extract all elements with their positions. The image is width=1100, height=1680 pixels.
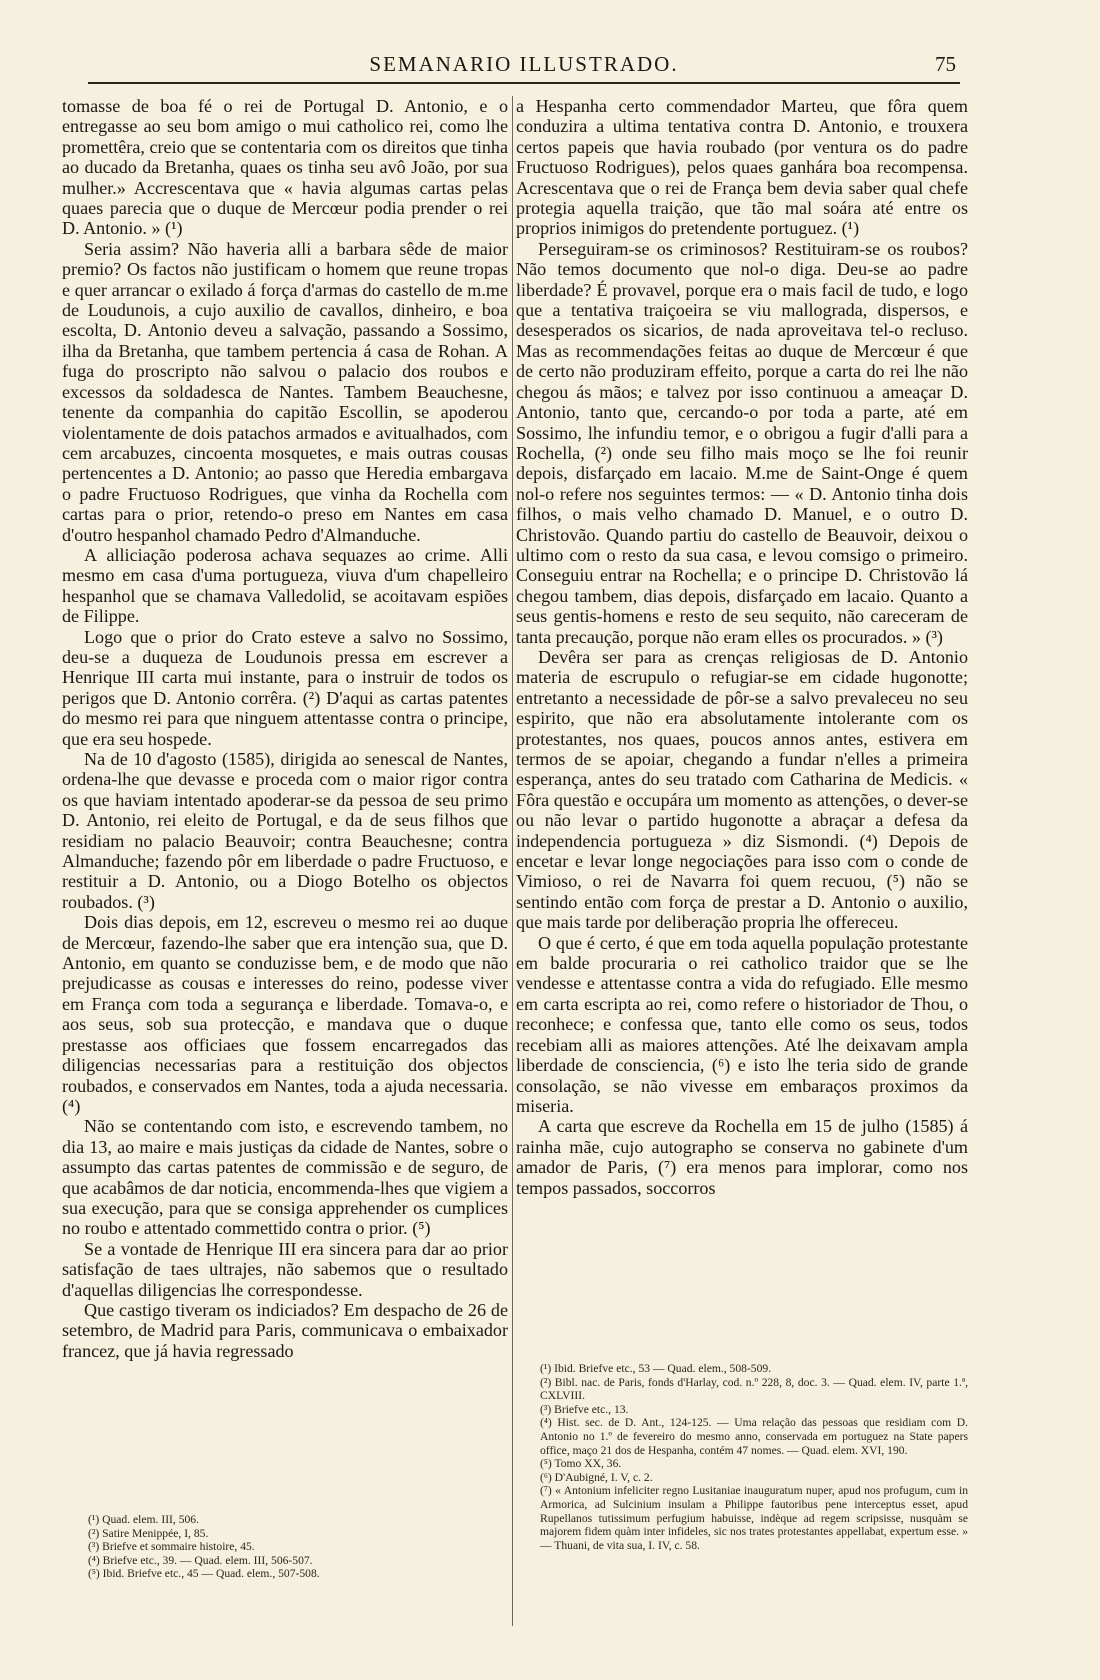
left-column <box>62 96 508 1361</box>
paragraph: Devêra ser para as crenças religiosas de D. Antonio materia de escrupulo o refugiar-se em cidade hugonotte; entretanto a necessidade de pôr-se a salvo prevaleceu no seu espirito, que não era absolutamente intolerante com os protestantes, nos quaes, poucos annos antes, estivera em termos de se apoiar, chegando a fundar n'elles a primeira esperança, antes do seu tratado com Catharina de Medicis. « Fôra questão e occupára um momento as attenções, o dever-se ou não levar o partido hugonotte a abraçar a defesa da independencia portugueza » diz Sismondi. (⁴) Depois de encetar e levar longe negociações para isso com o conde de Vimioso, o rei de Navarra foi quem recuou, (⁵) não se sentindo então com força de prestar a D. Antonio o auxilio, que mais tarde por deliberação propria lhe offereceu. <box>516 646 968 933</box>
footnote: (¹) Quad. elem. III, 506. <box>88 1513 200 1526</box>
paragraph: A alliciação poderosa achava sequazes ao crime. Alli mesmo em casa d'uma portugueza, viuva d'um chapelleiro hespanhol que se chamava Valledolid, se acoitavam espiões de Filippe. <box>62 544 508 627</box>
right-column <box>516 96 968 1198</box>
page-title: SEMANARIO ILLUSTRADO. <box>369 52 679 76</box>
paragraph: Seria assim? Não haveria alli a barbara sêde de maior premio? Os factos não justificam o homem que reune tropas e quer arrancar o exilado á força d'armas do castello de m.me de Loudunois, a cujo auxilio de cavallos, dinheiro, e boa escolta, D. Antonio deveu a salvação, passando a Sossimo, ilha da Bretanha, que tambem pertencia á casa de Rohan. A fuga do proscripto não salvou o palacio dos roubos e excessos da soldadesca de Nantes. Tambem Beauchesne, tenente da companhia do capitão Escollin, se apoderou violentamente de dois patachos armados e avitualhados, com cem arcabuzes, cincoenta mosquetes, e mais outras cousas pertencentes a D. Antonio; ao passo que Heredia embargava o padre Fructuoso Rodrigues, que vinha da Rochella com cartas para o prior, retendo-o preso em Nantes em casa d'outro hespanhol chamado Pedro d'Almanduche. <box>62 238 508 545</box>
paragraph: Se a vontade de Henrique III era sincera para dar ao prior satisfação de taes ultrajes, não sabemos que o resultado d'aquellas diligencias lhe correspondesse. <box>62 1238 508 1300</box>
footnote: (³) Briefve etc., 13. <box>540 1402 629 1416</box>
footnote: (⁶) D'Aubigné, I. V, c. 2. <box>540 1470 653 1484</box>
paragraph: Na de 10 d'agosto (1585), dirigida ao senescal de Nantes, ordena-lhe que devasse e proceda com o maior rigor contra os que haviam intentado apoderar-se da pessoa de seu primo D. Antonio, rei eleito de Portugal, e da de seus filhos que residiam no palacio Beauvoir; contra Beauchesne; contra Almanduche; fazendo pôr em liberdade o padre Fructuoso, e restituir a D. Antonio, ou a Diogo Botelho os objectos roubados. (³) <box>62 749 508 912</box>
paragraph: a Hespanha certo commendador Marteu, que fôra quem conduzira a ultima tentativa contra D. Antonio, e trouxera certos papeis que havia roubado (por ventura os do padre Fructuoso Rodrigues), pelos quaes ganhára boa recompensa. Acrescentava que o rei de França bem devia saber qual chefe protegia aquella traição, que tão mal soára até entre os proprios inimigos do pretendente portuguez. (¹) <box>516 96 968 239</box>
footnote: (¹) Ibid. Briefve etc., 53 — Quad. elem., 508-509. <box>540 1362 772 1375</box>
footnote: (²) Satire Menippée, I, 85. <box>88 1526 209 1540</box>
footnote: (⁵) Ibid. Briefve etc., 45 — Quad. elem., 507-508. <box>88 1567 320 1581</box>
footnote: (²) Bibl. nac. de Paris, fonds d'Harlay, cod. n.º 228, 8, doc. 3. — Quad. elem. IV, parte 1.ª, CXLVIII. <box>540 1375 968 1403</box>
paragraph: Que castigo tiveram os indiciados? Em despacho de 26 de setembro, de Madrid para Paris, communicava o embaixador francez, que já havia regressado <box>62 1299 508 1361</box>
paragraph: O que é certo, é que em toda aquella população protestante em balde procuraria o rei catholico traidor que se lhe vendesse e attentasse contra a vida do refugiado. Elle mesmo em carta escripta ao rei, como refere o historiador de Thou, o reconhece; e confessa que, tanto elle como os seus, todos recebiam alli as maiores attenções. Até lhe deixavam ampla liberdade de consciencia, (⁶) e isto lhe teria sido de grande consolação, se não vivesse em embaraços proximos da miseria. <box>516 932 968 1116</box>
right-footnotes <box>540 1362 968 1552</box>
paragraph: Perseguiram-se os criminosos? Restituiram-se os roubos? Não temos documento que nol-o diga. Deu-se ao padre liberdade? É provavel, porque era o mais facil de tudo, e logo que a tentativa traiçoeira se viu mallograda, dispersos, e desesperados os sicarios, de nada aproveitava tel-o recluso. Mas as recommendações feitas ao duque de Mercœur é que de certo não produziram effeito, porque a carta do rei lhe não chegou ás mãos; e talvez por isso continuou a ameaçar D. Antonio, tanto que, cercando-o por toda a parte, até em Sossimo, lhe infundiu temor, e o obrigou a fugir d'alli para a Rochella, (²) onde seu filho mais moço se lhe foi reunir depois, disfarçado em lacaio. M.me de Saint-Onge é quem nol-o refere nos seguintes termos: — « D. Antonio tinha dois filhos, o mais velho chamado D. Manuel, e o outro D. Christovão. Quando partiu do castello de Beauvoir, deixou o ultimo com o resto da sua casa, e levou comsigo o primeiro. Conseguiu entrar na Rochella; e o principe D. Christovão lá chegou tambem, dias depois, disfarçado em lacaio. Quanto a seus gentis-homens e resto de seu sequito, não careceram de tanta precaução, porque não eram elles os procurados. » (³) <box>516 238 968 647</box>
paragraph: A carta que escreve da Rochella em 15 de julho (1585) á rainha mãe, cujo autographo se conserva no gabinete d'um amador de Paris, (⁷) era menos para implorar, como nos tempos passados, soccorros <box>516 1116 968 1198</box>
paragraph: Dois dias depois, em 12, escreveu o mesmo rei ao duque de Mercœur, fazendo-lhe saber que era intenção sua, que D. Antonio, em quanto se conduzisse bem, e de modo que não prejudicasse as cousas e interesses do reino, podesse viver em França com toda a segurança e liberdade. Tomava-o, e aos seus, sob sua protecção, e mandava que o duque prestasse aos officiaes que fossem encarregados das diligencias necessarias para a restituição dos objectos roubados, e conservados em Nantes, toda a ajuda necessaria. (⁴) <box>62 912 508 1116</box>
page-header <box>88 42 960 84</box>
paragraph: tomasse de boa fé o rei de Portugal D. Antonio, e o entregasse ao seu bom amigo o mui catholico rei, como lhe promettêra, creio que se contentaria com os direitos que tinha ao ducado da Bretanha, quaes os tinha seu avô João, por sua mulher.» Accrescentava que « havia algumas cartas pelas quaes parecia que o duque de Mercœur podia prender o rei D. Antonio. » (¹) <box>62 96 508 239</box>
footnote: (⁴) Briefve etc., 39. — Quad. elem. III, 506-507. <box>88 1553 313 1567</box>
left-footnotes <box>88 1513 508 1581</box>
footnote: (⁴) Hist. sec. de D. Ant., 124-125. — Uma relação das pessoas que residiam com D. Antonio no 1.º de fevereiro do mesmo anno, conservada em portuguez na State papers office, maço 21 dos de Hespanha, contém 47 nomes. — Quad. elem. XVI, 190. <box>540 1416 968 1457</box>
paragraph: Não se contentando com isto, e escrevendo tambem, no dia 13, ao maire e mais justiças da cidade de Nantes, sobre o assumpto das cartas patentes de commissão e de seguro, de que acabâmos de dar noticia, encommenda-lhes que vigiem a sua execução, para que se consiga apprehender os cumplices no roubo e attentado commettido contra o prior. (⁵) <box>62 1116 508 1239</box>
footnote: (⁵) Tomo XX, 36. <box>540 1457 622 1471</box>
paragraph: Logo que o prior do Crato esteve a salvo no Sossimo, deu-se a duqueza de Loudunois pressa em escrever a Henrique III carta mui instante, para o instruir de todos os perigos que D. Antonio corrêra. (²) D'aqui as cartas patentes do mesmo rei para que ninguem attentasse contra o principe, que era seu hospede. <box>62 626 508 749</box>
page-number: 75 <box>935 52 956 76</box>
footnote: (⁷) « Antonium infeliciter regno Lusitaniae inauguratum nuper, apud nos profugum, cum in Armorica, ad Sulcinium insulam a Philippe fautoribus pene interceptus esset, apud Rupellanos tutissimum perfugium habuisse, indèque ad regem scripsisse, nusquàm se majorem fidem quàm inter infideles, sic nos trates protestantes appellabat, expertum esse. » — Thuani, de vita sua, I. IV, c. 58. <box>540 1484 968 1552</box>
column-divider <box>512 96 513 1626</box>
footnote: (³) Briefve et sommaire histoire, 45. <box>88 1540 255 1554</box>
